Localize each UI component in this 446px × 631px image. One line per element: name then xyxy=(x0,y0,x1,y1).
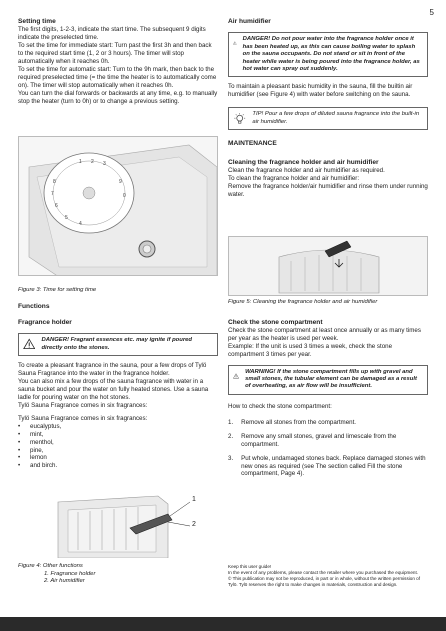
list-item: • lemon xyxy=(18,454,218,462)
list-item: • mint, xyxy=(18,431,218,439)
functions-title: Functions xyxy=(18,302,50,310)
warning-triangle-icon xyxy=(233,36,237,50)
setting-time-para-4: You can turn the dial forwards or backwards at any time, e.g. to manually stop the heater (turn to 0h) or to change a previous setting. xyxy=(18,89,218,105)
step-text: Remove all stones from the compartment. xyxy=(241,418,357,426)
danger-text-humidifier: DANGER! Do not pour water into the fragrance holder once it has been heated up, as this can cause boiling water to splash on the sauna occupants. Do not stand or sit in front of the heater while water is being poured into the fragrance holder, as hot water can spray out suddenly. xyxy=(242,36,420,72)
setting-time-title: Setting time xyxy=(18,18,56,25)
lightbulb-icon xyxy=(233,112,246,126)
danger-box-fragrance xyxy=(18,333,218,356)
step-text: Remove any small stones, gravel and limescale from the compartment. xyxy=(241,432,397,448)
step-text: Put whole, undamaged stones back. Replace damaged stones with new ones as required (see The section called Fill the stone compartment, Page 4). xyxy=(241,454,426,478)
setting-time-para-1: The first digits, 1-2-3, indicate the start time. The subsequent 9 digits indicate the preselected time. xyxy=(18,26,206,42)
how-to-check: How to check the stone compartment: xyxy=(228,402,332,410)
figure-5-caption: Figure 5: Cleaning the fragrance holder and air humidifier xyxy=(228,299,378,305)
svg-text:6: 6 xyxy=(55,203,58,209)
figure-4-item-2: 2. Air humidifier xyxy=(44,578,85,585)
cleaning-para-3: Remove the fragrance holder/air humidifier and rinse them under running water. xyxy=(228,183,428,198)
air-humidifier-para: To maintain a pleasant basic humidity in the sauna, fill the builtin air humidifier (see Figure 4) with water before switching on the sauna. xyxy=(228,83,413,99)
fragrance-para-3: Tylö Sauna Fragrance comes in six fragrances: xyxy=(18,401,148,409)
svg-text:4: 4 xyxy=(79,221,82,227)
figure-4-caption-block xyxy=(18,563,218,586)
step-number: 2. xyxy=(228,432,234,440)
footer-line-1: Keep this user guide! xyxy=(228,564,272,569)
list-item: • pine, xyxy=(18,447,218,455)
step-number: 1. xyxy=(228,418,234,426)
warning-triangle-icon xyxy=(233,369,239,383)
warning-box-stones xyxy=(228,365,428,395)
cleaning-illustration xyxy=(229,237,428,296)
list-item xyxy=(228,419,428,427)
list-item xyxy=(228,455,428,479)
list-item: • and birch. xyxy=(18,462,218,470)
svg-text:9: 9 xyxy=(119,179,122,185)
svg-text:7: 7 xyxy=(51,191,54,197)
list-item: • eucalyptus, xyxy=(18,423,218,431)
page-bottom-bar xyxy=(0,617,446,631)
fragrance-para-2: You can also mix a few drops of the sauna fragrance with water in a sauna bucket and pour the water on fully heated stones. Use a sauna ladle for pouring water on the hot stones. xyxy=(18,378,209,401)
tip-text: TIP! Pour a few drops of diluted sauna fragrance into the built-in air humidifier. xyxy=(252,111,420,125)
fragrance-list xyxy=(18,423,218,471)
figure-4-caption: Figure 4: Other functions xyxy=(18,563,83,569)
cleaning-para-2: To clean the fragrance holder and air humidifier: xyxy=(228,175,360,183)
heater-functions-illustration xyxy=(18,492,218,558)
page-number: 5 xyxy=(429,8,434,17)
step-number: 3. xyxy=(228,454,234,462)
svg-text:1: 1 xyxy=(79,159,82,165)
tip-box xyxy=(228,107,428,130)
setting-time-section xyxy=(18,18,218,106)
figure-3-image xyxy=(18,136,218,276)
callout-2: 2 xyxy=(192,521,196,528)
svg-text:5: 5 xyxy=(65,215,68,221)
figure-3-caption: Figure 3: Time for setting time xyxy=(18,287,97,293)
figure-5-image xyxy=(228,236,428,296)
air-humidifier-section xyxy=(228,18,428,199)
list-item xyxy=(228,433,428,449)
timer-dial-illustration xyxy=(19,137,218,276)
footer-note xyxy=(228,564,428,588)
stone-section xyxy=(228,299,428,484)
cleaning-title: Cleaning the fragrance holder and air humidifier xyxy=(228,158,379,166)
svg-text:3: 3 xyxy=(103,161,106,167)
footer-line-3: © This publication may not be reproduced, in part or in whole, without the written permission of Tylö. Tylö reserves the right to make changes in materials, construction and design. xyxy=(228,575,420,587)
svg-text:8: 8 xyxy=(53,179,56,185)
warning-triangle-icon xyxy=(23,337,35,351)
stone-title: Check the stone compartment xyxy=(228,318,323,326)
fragrances-intro: Tylö Sauna Fragrance comes in six fragrances: xyxy=(18,414,148,422)
fragrance-para-1: To create a pleasant fragrance in the sauna, pour a few drops of Tylö Sauna Fragrance into the water in the fragrance holder. xyxy=(18,362,207,378)
footer-line-2: In the event of any problems, please contact the retailer where you purchased the equipment. xyxy=(228,569,418,575)
figure-4-image xyxy=(18,492,218,558)
cleaning-para-1: Clean the fragrance holder and air humidifier as required. xyxy=(228,167,385,175)
check-steps xyxy=(228,419,428,479)
danger-text-fragrance: DANGER! Fragrant essences etc. may ignite if poured directly onto the stones. xyxy=(41,337,193,351)
figure-4-item-1: 1. Fragrance holder xyxy=(44,570,96,577)
functions-section xyxy=(18,287,218,470)
list-item: • menthol, xyxy=(18,439,218,447)
callout-1: 1 xyxy=(192,496,196,503)
warning-text-stones: WARNING! If the stone compartment fills up with gravel and small stones, the tubular element can be damaged as a result of overheating, as air flow will be insufficient. xyxy=(245,368,417,390)
air-humidifier-title: Air humidifier xyxy=(228,18,271,25)
stone-para-1: Check the stone compartment at least once annually or as many times per year as the heater is used per week. xyxy=(228,326,421,342)
stone-para-2: Example: If the unit is used 3 times a week, check the stone compartment 3 times per year. xyxy=(228,342,393,358)
setting-time-para-3: To set the time for automatic start: Turn to the 9h mark, then back to the required preselected time (= the time the heater is to automatically come on). The timer will stop automatically when it reaches 0h. xyxy=(18,66,217,89)
setting-time-para-2: To set the time for immediate start: Turn past the first 3h and then back to the required start time (1, 2 or 3 hours). The timer will stop automatically when it reaches 0h. xyxy=(18,42,212,66)
fragrance-holder-title: Fragrance holder xyxy=(18,318,72,326)
svg-text:2: 2 xyxy=(91,159,94,165)
danger-box-humidifier xyxy=(228,32,428,77)
svg-text:0: 0 xyxy=(123,193,126,199)
maintenance-title: MAINTENANCE xyxy=(228,140,277,148)
